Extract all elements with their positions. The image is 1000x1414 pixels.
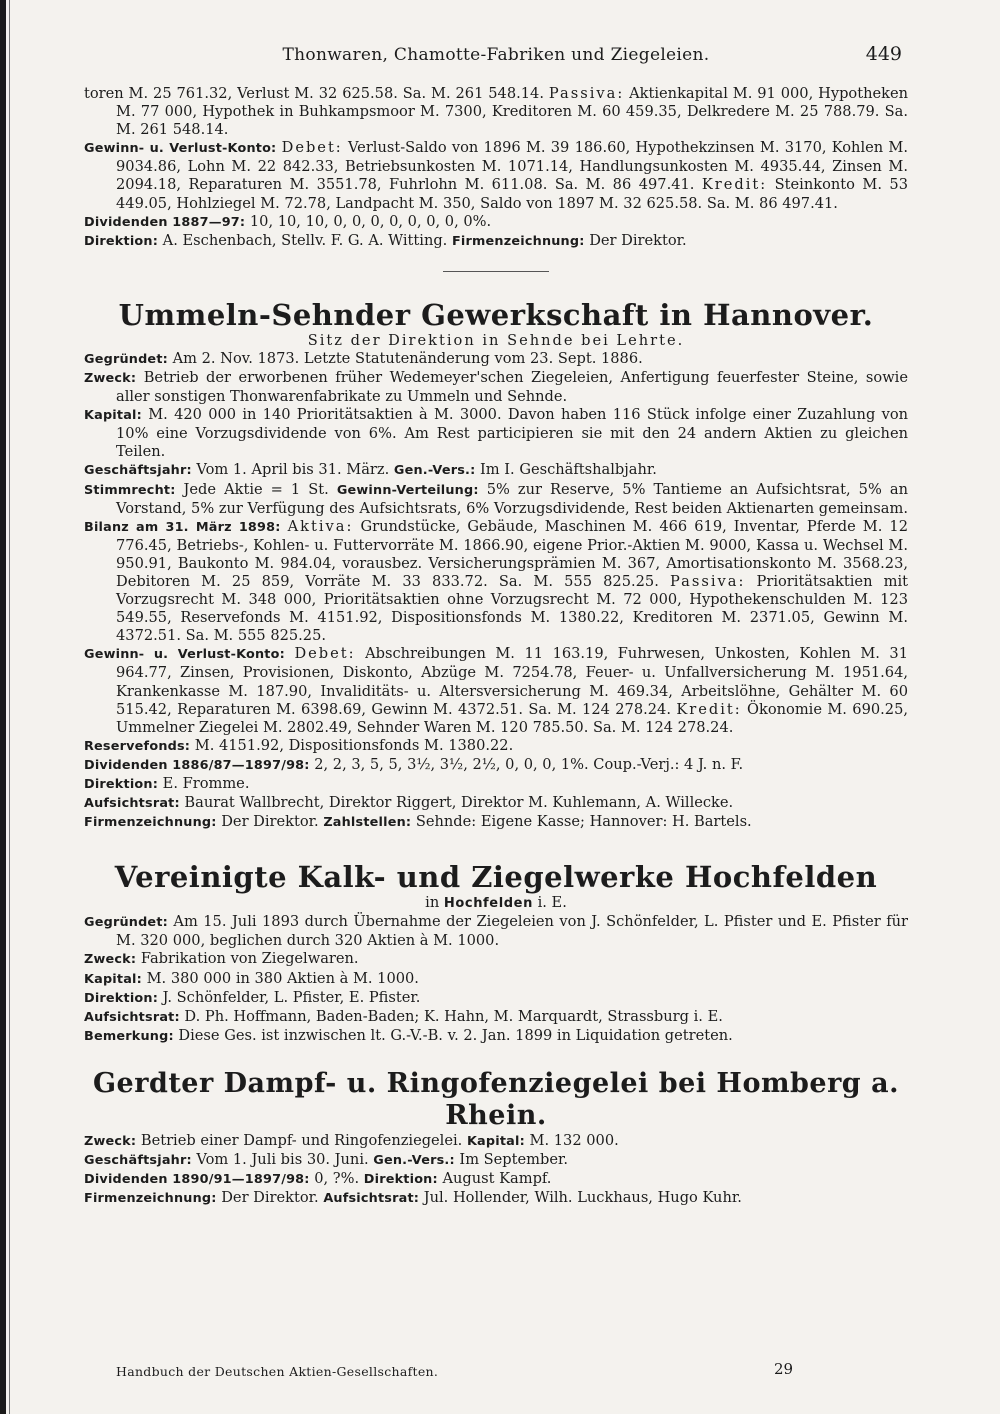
balance-sheet: Bilanz am 31. März 1898: Aktiva: Grundstücke, Gebäude, Maschinen M. 466 619, Inventar, Pferde M. 12 776.45, Betriebs-, Kohlen- u. Futtervorräte M. 1866.90, eigene Prior.-Aktien M. 9000, Kassa u. Wechsel M. 950.91, Baukonto M. 984.04, vorausbez. Versicherungsprämien M. 367, Amortisationskonto M. 3568.23, Debitoren M. 25 859, Vorräte M. 33 833.72. Sa. M. 555 825.25. Passiva: Prioritätsaktien mit Vorzugsrecht M. 348 000, Prioritätsaktien ohne Vorzugsrecht M. 72 000, Hypothekenschulden M. 123 549.55, Reservefonds M. 4151.92, Dispositionsfonds M. 1380.22, Kreditoren M. 2371.05, Gewinn M. 4372.51. Sa. M. 555 825.25. [84, 517, 908, 645]
management: Direktion: E. Fromme. [84, 775, 250, 792]
entry-ummeln-sehnder [84, 298, 908, 832]
fiscal-year: Geschäftsjahr: Vom 1. April bis 31. März. Gen.-Vers.: Im I. Geschäftshalbjahr. [84, 461, 657, 479]
management: Direktion: J. Schönfelder, L. Pfister, E. Pfister. [84, 988, 421, 1006]
entry-title: Gerdter Dampf- u. Ringofenziegelei bei Homberg a. Rhein. [93, 1067, 899, 1131]
fiscal-year: Geschäftsjahr: Vom 1. Juli bis 30. Juni. Gen.-Vers.: Im September. [84, 1151, 568, 1169]
signatures-paying-agents: Firmenzeichnung: Der Direktor. Zahlstellen: Sehnde: Eigene Kasse; Hannover: H. Bartels. [84, 813, 752, 831]
founded: Gegründet: Am 2. Nov. 1873. Letzte Statutenänderung vom 23. Sept. 1886. [84, 349, 643, 367]
footer-signature-number: 29 [774, 1360, 794, 1378]
signatures-board: Firmenzeichnung: Der Direktor. Aufsichtsrat: Jul. Hollender, Wilh. Luckhaus, Hugo Kuhr. [84, 1189, 742, 1207]
reserve-fund: Reservefonds: M. 4151.92, Dispositionsfonds M. 1380.22. [84, 736, 514, 754]
voting-rights: Stimmrecht: Jede Aktie = 1 St. Gewinn-Verteilung: 5% zur Reserve, 5% Tantieme an Aufsichtsrat, 5% an Vorstand, 5% zur Verfügung des Aufsichtsrats, 6% Vorzugsdividende, Rest beiden Aktienarten gemeinsam. [84, 480, 908, 517]
running-header [84, 45, 908, 75]
purpose-capital: Zweck: Betrieb einer Dampf- und Ringofenziegelei. Kapital: M. 132 000. [84, 1131, 619, 1149]
capital: Kapital: M. 380 000 in 380 Aktien à M. 1000. [84, 969, 419, 987]
page-binding-line [9, 0, 10, 1414]
supervisory-board: Aufsichtsrat: Baurat Wallbrecht, Direktor Riggert, Direktor M. Kuhlemann, A. Willecke. [84, 794, 734, 812]
dividends: Dividenden 1887—97: 10, 10, 10, 0, 0, 0, 0, 0, 0, 0, 0%. [84, 212, 492, 230]
supervisory-board: Aufsichtsrat: D. Ph. Hoffmann, Baden-Baden; K. Hahn, M. Marquardt, Strassburg i. E. [84, 1007, 723, 1025]
document-page [84, 45, 908, 1208]
dividends-management: Dividenden 1890/91—1897/98: 0, ?%. Direktion: August Kampf. [84, 1170, 552, 1188]
bilanz-continuation: toren M. 25 761.32, Verlust M. 32 625.58. Sa. M. 261 548.14. Passiva: Aktienkapital M. 91 000, Hypotheken M. 77 000, Hypothek in Buhkampsmoor M. 7300, Kreditoren M. 60 459.35, Delkredere M. 25 788.79. Sa. M. 261 548.14. [84, 85, 908, 139]
purpose: Zweck: Fabrikation von Ziegelwaren. [84, 950, 359, 968]
page-binding-edge [0, 0, 6, 1414]
founded: Gegründet: Am 15. Juli 1893 durch Übernahme der Ziegeleien von J. Schönfelder, L. Pfister und E. Pfister für M. 320 000, beglichen durch 320 Aktien à M. 1000. [84, 913, 908, 950]
entry-gerdter [84, 1068, 908, 1208]
running-title: Thonwaren, Chamotte-Fabriken und Ziegeleien. [282, 45, 710, 65]
entry-title: Vereinigte Kalk- und Ziegelwerke Hochfelden [114, 860, 878, 895]
profit-loss-account: Gewinn- u. Verlust-Konto: Debet: Abschreibungen M. 11 163.19, Fuhrwesen, Unkosten, Kohlen M. 31 964.77, Zinsen, Provisionen, Diskonto, Abzüge M. 7254.78, Feuer- u. Unfallversicherung M. 1951.64, Krankenkasse M. 187.90, Invaliditäts- u. Altersversicherung M. 469.34, Arbeitslöhne, Gehälter M. 60 515.42, Reparaturen M. 6398.69, Gewinn M. 4372.51. Sa. M. 124 278.24. Kredit: Ökonomie M. 690.25, Ummelner Ziegelei M. 2802.49, Sehnder Waren M. 120 785.50. Sa. M. 124 278.24. [84, 645, 909, 736]
entry-subtitle: in Hochfelden i. E. [425, 894, 567, 912]
page-number: 449 [865, 43, 902, 65]
dividends: Dividenden 1886/87—1897/98: 2, 2, 3, 5, 5, 3½, 3½, 2½, 0, 0, 0, 1%. Coup.-Verj.: 4 J. n. F. [84, 755, 744, 773]
section-divider [443, 271, 549, 272]
entry-title: Ummeln-Sehnder Gewerkschaft in Hannover. [118, 297, 874, 332]
footer-text: Handbuch der Deutschen Aktien-Gesellschaften. [116, 1364, 439, 1379]
profit-loss-account: Gewinn- u. Verlust-Konto: Debet: Verlust-Saldo von 1896 M. 39 186.60, Hypothekzinsen M. 3170, Kohlen M. 9034.86, Lohn M. 22 842.33, Betriebsunkosten M. 1071.14, Handlungsunkosten M. 4935.44, Zinsen M. 2094.18, Reparaturen M. 3551.78, Fuhrlohn M. 611.08. Sa. M. 86 497.41. Kredit: Steinkonto M. 53 449.05, Hohlziegel M. 72.78, Landpacht M. 350, Saldo von 1897 M. 32 625.58. Sa. M. 86 497.41. [84, 139, 908, 212]
entry-hochfelden [84, 860, 908, 1046]
remark: Bemerkung: Diese Ges. ist inzwischen lt. G.-V.-B. v. 2. Jan. 1899 in Liquidation getreten. [84, 1026, 733, 1044]
purpose: Zweck: Betrieb der erworbenen früher Wedemeyer'schen Ziegeleien, Anfertigung feuerfester Steine, sowie aller sonstigen Thonwarenfabrikate zu Ummeln und Sehnde. [84, 368, 908, 406]
management: Direktion: A. Eschenbach, Stellv. F. G. A. Witting. Firmenzeichnung: Der Direktor. [84, 231, 687, 249]
previous-entry-continuation [84, 85, 908, 251]
entry-subtitle: Sitz der Direktion in Sehnde bei Lehrte. [307, 331, 685, 349]
capital: Kapital: M. 420 000 in 140 Prioritätsaktien à M. 3000. Davon haben 116 Stück infolge einer Zuzahlung von 10% eine Vorzugsdividende von 6%. Am Rest participieren sie mit den 24 andern Aktien zu gleichen Teilen. [84, 406, 908, 461]
